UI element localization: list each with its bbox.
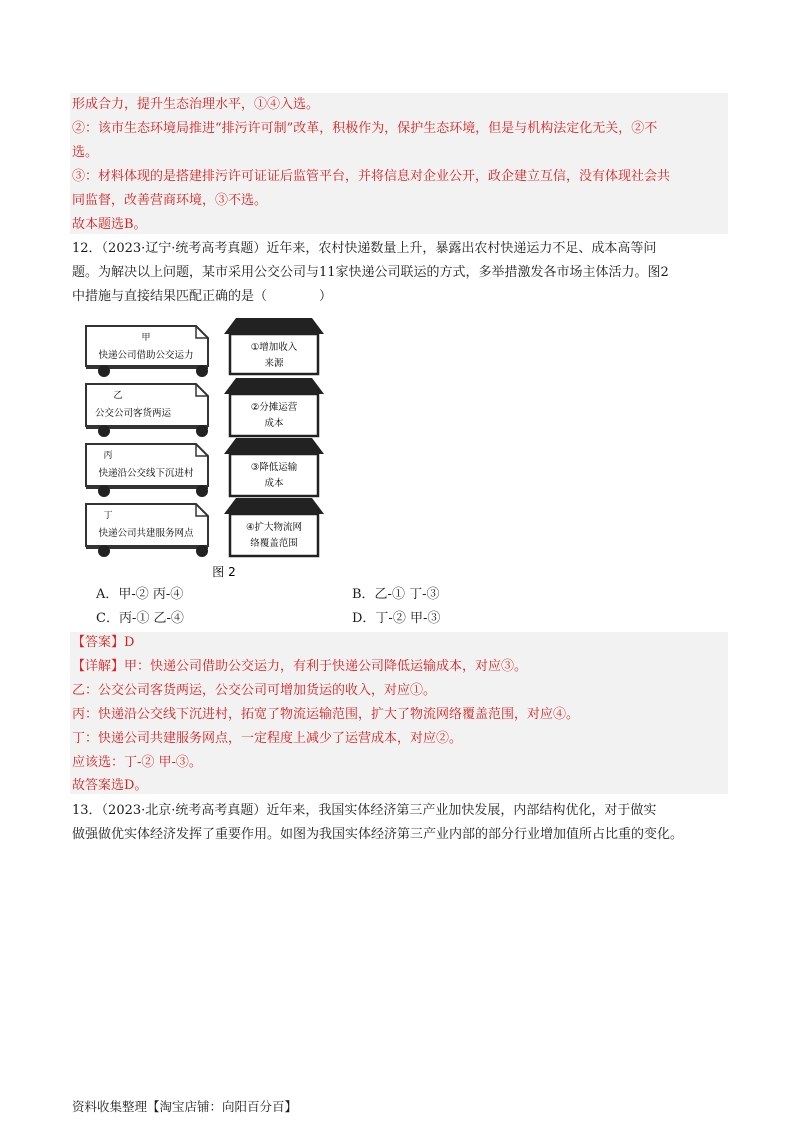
van-text: 快递公司共建服务网点: [98, 528, 194, 539]
house-text: 来源: [264, 358, 284, 369]
question-13-line: 13．（2023·北京·统考高考真题）近年来，我国实体经济第三产业加快发展，内部结构优化，对于做实: [72, 803, 657, 818]
figure-2: [78, 316, 338, 584]
explanation-line: ②：该市生态环境局推进“排污许可制”改革，积极作为，保护生态环境，但是与机构法定化无关，②不: [72, 121, 658, 136]
van-text: 公交公司客货两运: [94, 408, 172, 419]
house-4: [224, 498, 324, 556]
house-text: ②分摊运营: [250, 402, 298, 413]
question-12-line: 题。为解决以上问题，某市采用公交公司与11家快递公司联运的方式，多举措激发各市场主体活力。图2: [72, 265, 669, 280]
detail-line: [72, 658, 732, 676]
van-jia: [86, 326, 208, 377]
should-select-line: 应该选：丁-② 甲-③。: [72, 755, 202, 770]
van-label: 丙: [103, 451, 113, 461]
answer-value: D: [124, 635, 135, 650]
van-ding: [86, 504, 208, 557]
house-text: ④扩大物流网: [245, 522, 303, 533]
explanation-line: 选。: [72, 145, 99, 160]
house-text: 络覆盖范围: [250, 538, 298, 549]
explanation-line: ③：材料体现的是搭建排污许可证证后监管平台，并将信息对企业公开，政企建立互信，没有体现社会共: [72, 169, 671, 184]
house-1: [224, 318, 324, 374]
van-text: 快递沿公交线下沉进村: [98, 468, 194, 479]
explanation-line: 形成合力，提升生态治理水平，①④入选。: [72, 97, 320, 112]
option-a[interactable]: A．甲-② 丙-④: [96, 587, 184, 602]
house-text: 成本: [264, 478, 284, 489]
option-c[interactable]: C．丙-① 乙-④: [96, 611, 184, 626]
detail-text: 甲：快递公司借助公交运力，有利于快递公司降低运输成本，对应③。: [124, 659, 528, 674]
explanation-shade-1: [70, 93, 728, 234]
option-b[interactable]: B．乙-① 丁-③: [352, 587, 440, 602]
house-text: ①增加收入: [250, 342, 298, 353]
detail-line: 丙：快递沿公交线下沉进村，拓宽了物流运输范围，扩大了物流网络覆盖范围，对应④。: [72, 707, 580, 722]
detail-label: 【详解】: [72, 659, 125, 674]
question-12-line: 中措施与直接结果匹配正确的是（ ）: [72, 289, 333, 304]
answer-conclusion: 故答案选D。: [72, 778, 148, 793]
answer-label: 【答案】: [72, 635, 125, 650]
house-text: 成本: [264, 418, 284, 429]
house-3: [224, 438, 324, 496]
footer-text: 资料收集整理【淘宝店铺：向阳百分百】: [72, 1099, 298, 1114]
explanation-conclusion: 故本题选B。: [72, 217, 147, 232]
detail-line: 丁：快递公司共建服务网点，一定程度上减少了运营成本，对应②。: [72, 731, 463, 746]
explanation-line: 同监督，改善营商环境，③不选。: [72, 193, 268, 208]
detail-line: 乙：公交公司客货两运，公交公司可增加货运的收入，对应①。: [72, 683, 437, 698]
question-13-line: 做强做优实体经济发挥了重要作用。如图为我国实体经济第三产业内部的部分行业增加值所占比重的变化。: [72, 827, 684, 842]
van-label: 丁: [103, 511, 113, 521]
van-bing: [86, 444, 208, 497]
question-12-line: 12．（2023·辽宁·统考高考真题）近年来，农村快递数量上升，暴露出农村快递运力不足、成本高等问: [72, 241, 657, 256]
van-text: 快递公司借助公交运力: [98, 350, 194, 361]
house-2: [224, 378, 324, 436]
van-yi: [86, 384, 208, 437]
van-label: 乙: [113, 391, 123, 401]
answer-line: [72, 634, 732, 652]
van-label: 甲: [141, 333, 151, 343]
option-d[interactable]: D．丁-② 甲-③: [352, 611, 441, 626]
figure-caption: 图 2: [212, 565, 236, 579]
house-text: ③降低运输: [250, 462, 298, 473]
